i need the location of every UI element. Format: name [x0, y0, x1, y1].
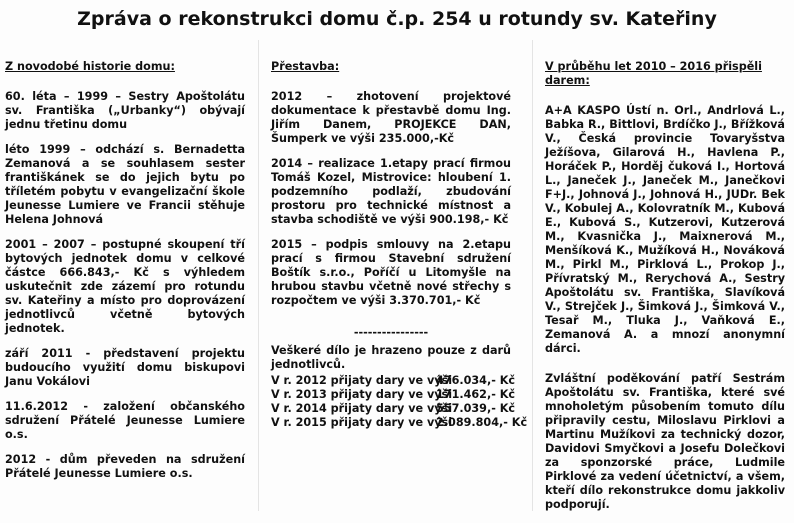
history-entry: 2012 - dům převeden na sdružení Přátelé Jeunesse Lumiere o.s. [5, 453, 245, 480]
donors-heading: V průběhu let 2010 – 2016 přispěli darem: [545, 60, 762, 87]
donation-amount: 476.034,- Kč [436, 374, 516, 387]
reconstruction-heading: Přestavba: [271, 60, 340, 73]
funding-note: Veškeré dílo je hrazeno pouze z darů jednotlivců. [271, 344, 511, 371]
donation-label: V r. 2015 přijaty dary ve výši [271, 416, 453, 429]
reconstruction-entry: 2012 – zhotovení projektové dokumentace k přestavbě domu Ing. Jiřím Danem, PROJEKCE DAN, Šumperk ve výši 235.000,-Kč [271, 90, 511, 145]
history-entry: léto 1999 – odchází s. Bernadetta Zemanová a se souhlasem sester františkánek se do jejich bytu po tříletém pobytu v evangelizační škole Jeunesse Lumiere ve Francii stěhuje Helena Johnová [5, 143, 245, 226]
donation-label: V r. 2014 přijaty dary ve výši [271, 402, 453, 415]
history-entry: 2001 – 2007 – postupné skoupení tří bytových jednotek domu v celkové částce 666.843,- Kč s výhledem uskutečnit zde zázemí pro rotundu sv. Kateřiny a místo pro doprovázení jednotlivců včetně bytových jednotek. [5, 238, 245, 335]
reconstruction-entry: 2014 – realizace 1.etapy prací firmou Tomáš Kozel, Mistrovice: hloubení 1. podzemního podlaží, zbudování prostoru pro technické místnost a stavba schodiště ve výši 900.198,- Kč [271, 157, 511, 226]
donation-row [271, 416, 528, 430]
page-title: Zpráva o rekonstrukci domu č.p. 254 u rotundy sv. Kateřiny [77, 8, 717, 30]
thanks-paragraph: Zvláštní poděkování patří Sestrám Apoštolátu sv. Františka, které své mnoholetým působením tomuto dílu připravily cestu, Miloslavu Pirklovi a Martinu Mužíkovi za technický dozor, Davidovi Smyčkovi a Josefu Dolečkovi za sponzorské práce, Ludmile Pirklové za vedení účetnictví, a všem, kteří dílo rekonstrukce domu jakkoliv podporují. [545, 372, 785, 511]
donation-label: V r. 2013 přijaty dary ve výši [271, 388, 453, 401]
history-entry: 60. léta – 1999 – Sestry Apoštolátu sv. Františka („Urbanky“) obývají jednu třetinu domu [5, 90, 245, 131]
donors-column [545, 60, 785, 523]
donation-amount: 557.039,- Kč [436, 402, 516, 415]
history-entry: září 2011 - představení projektu budoucího využití domu biskupovi Janu Vokálovi [5, 347, 245, 388]
history-heading: Z novodobé historie domu: [5, 60, 175, 73]
donation-row [271, 402, 516, 416]
donation-row [271, 388, 516, 402]
donors-list: A+A KASPO Ústí n. Orl., Andrlová L., Babka R., Bittlovi, Brdíčko J., Břížková V., Česká provincie Tovaryšstva Ježíšova, Gilarová H., Havlena P., Horáček P., Horděj čuková I., Hortová L., Janeček J., Janeček M., Janečkovi F+J., Johnová J., Johnová H., JUDr. Bek V., Kobulej A., Kolovratník M., Kubová E., Kubová S., Kutzerovi, Kutzerová M., Kvasnička J., Maixnerová M., Menšíková K., Mužíková H., Nováková M., Pirkl M., Pirklová L., Prokop J., Přívratský M., Rerychová A., Sestry Apoštolátu sv. Františka, Slavíková V., Strejček J., Šimková J., Šimková V., Tesař M., Tluka J., Vaňková E., Zemanová A. a mnozí anonymní dárci. [545, 104, 785, 355]
fold-line [532, 40, 533, 511]
donation-amount: 2.089.804,- Kč [436, 416, 528, 429]
reconstruction-entry: 2015 – podpis smlouvy na 2.etapu prací s firmou Stavební sdružení Boštík s.r.o., Poříčí u Litomyšle na hrubou stavbu včetně nové střechy s rozpočtem ve výši 3.370.701,- Kč [271, 238, 511, 307]
donation-amount: 171.462,- Kč [436, 388, 516, 401]
history-column [5, 60, 245, 492]
separator: ---------------- [353, 326, 429, 339]
reconstruction-column [271, 60, 528, 430]
donation-row [271, 374, 516, 388]
donation-label: V r. 2012 přijaty dary ve výši [271, 374, 453, 387]
fold-line [258, 40, 259, 511]
history-entry: 11.6.2012 - založení občanského sdružení Přátelé Jeunesse Lumiere o.s. [5, 400, 245, 441]
